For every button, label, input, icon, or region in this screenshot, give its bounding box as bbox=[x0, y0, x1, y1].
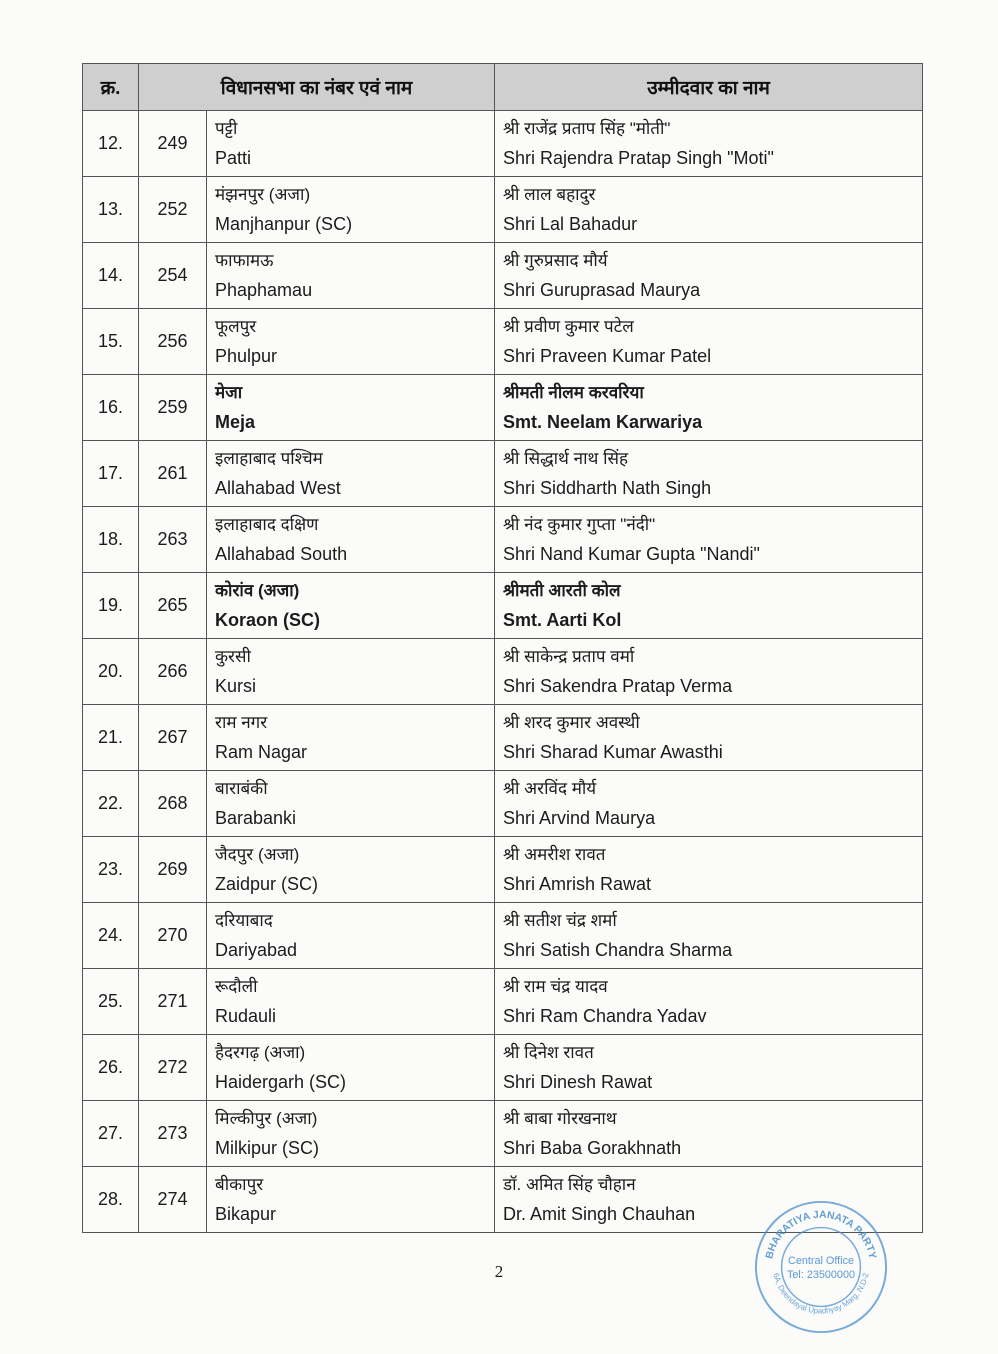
serial-cell: 12. bbox=[83, 111, 139, 177]
serial-cell: 17. bbox=[83, 441, 139, 507]
serial-cell: 19. bbox=[83, 573, 139, 639]
serial-cell: 26. bbox=[83, 1035, 139, 1101]
table-row bbox=[83, 1035, 923, 1101]
constituency-name bbox=[207, 1101, 495, 1167]
candidate-name-hindi: श्रीमती आरती कोल bbox=[503, 580, 621, 600]
constituency-name-english: Bikapur bbox=[215, 1203, 277, 1224]
constituency-name bbox=[207, 1167, 495, 1233]
constituency-name-hindi: जैदपुर (अजा) bbox=[215, 844, 300, 864]
constituency-name-hindi: मिल्कीपुर (अजा) bbox=[215, 1108, 318, 1128]
candidate-name bbox=[495, 771, 923, 837]
serial-cell: 21. bbox=[83, 705, 139, 771]
candidate-name-hindi: श्री प्रवीण कुमार पटेल bbox=[503, 316, 634, 336]
table-header-row bbox=[83, 64, 923, 111]
stamp-line1: Central Office bbox=[788, 1255, 854, 1268]
constituency-number: 268 bbox=[139, 771, 207, 837]
page-number: 2 bbox=[494, 1262, 504, 1281]
constituency-name bbox=[207, 705, 495, 771]
candidate-name bbox=[495, 111, 923, 177]
constituency-name-english: Kursi bbox=[215, 675, 257, 696]
constituency-name bbox=[207, 1035, 495, 1101]
table-row bbox=[83, 573, 923, 639]
candidate-name-english: Shri Siddharth Nath Singh bbox=[503, 477, 712, 498]
stamp-line2: Tel: 23500000 bbox=[786, 1268, 856, 1281]
constituency-name-english: Phulpur bbox=[215, 345, 278, 366]
stamp-outer-text: BHARATIYA JANATA PARTY bbox=[764, 1209, 878, 1260]
constituency-number: 263 bbox=[139, 507, 207, 573]
constituency-name bbox=[207, 573, 495, 639]
candidate-name-english: Shri Arvind Maurya bbox=[503, 807, 656, 828]
constituency-number: 259 bbox=[139, 375, 207, 441]
constituency-name bbox=[207, 441, 495, 507]
table-row bbox=[83, 771, 923, 837]
candidate-name-hindi: श्री सिद्धार्थ नाथ सिंह bbox=[503, 448, 628, 468]
constituency-name-hindi: मेजा bbox=[215, 382, 243, 402]
constituency-number: 256 bbox=[139, 309, 207, 375]
candidate-name-hindi: श्रीमती नीलम करवरिया bbox=[503, 382, 644, 402]
candidate-name bbox=[495, 1035, 923, 1101]
serial-cell: 20. bbox=[83, 639, 139, 705]
constituency-number: 270 bbox=[139, 903, 207, 969]
candidate-name-english: Shri Guruprasad Maurya bbox=[503, 279, 701, 300]
candidate-name bbox=[495, 309, 923, 375]
candidate-name-hindi: श्री दिनेश रावत bbox=[503, 1042, 594, 1062]
candidate-name-english: Shri Ram Chandra Yadav bbox=[503, 1005, 707, 1026]
serial-cell: 13. bbox=[83, 177, 139, 243]
candidate-name bbox=[495, 1101, 923, 1167]
constituency-name-hindi: कोरांव (अजा) bbox=[215, 580, 300, 600]
constituency-name-hindi: फूलपुर bbox=[215, 316, 257, 336]
constituency-name-english: Haidergarh (SC) bbox=[215, 1071, 347, 1092]
candidate-name-english: Smt. Neelam Karwariya bbox=[503, 411, 703, 432]
constituency-name-english: Barabanki bbox=[215, 807, 297, 828]
stamp-seal-icon bbox=[752, 1198, 890, 1336]
candidate-name-english: Shri Sharad Kumar Awasthi bbox=[503, 741, 723, 762]
constituency-name-english: Zaidpur (SC) bbox=[215, 873, 319, 894]
candidate-name-hindi: श्री राम चंद्र यादव bbox=[503, 976, 608, 996]
serial-cell: 18. bbox=[83, 507, 139, 573]
candidate-name bbox=[495, 837, 923, 903]
candidate-name bbox=[495, 507, 923, 573]
table-row bbox=[83, 705, 923, 771]
candidate-name bbox=[495, 573, 923, 639]
constituency-name bbox=[207, 903, 495, 969]
constituency-name bbox=[207, 375, 495, 441]
party-stamp bbox=[752, 1198, 890, 1336]
constituency-name bbox=[207, 837, 495, 903]
candidate-name-hindi: डॉ. अमित सिंह चौहान bbox=[503, 1174, 636, 1194]
constituency-name bbox=[207, 309, 495, 375]
constituency-name-hindi: बीकापुर bbox=[215, 1174, 264, 1194]
serial-cell: 16. bbox=[83, 375, 139, 441]
serial-cell: 27. bbox=[83, 1101, 139, 1167]
candidate-name-english: Shri Nand Kumar Gupta "Nandi" bbox=[503, 543, 760, 564]
table-row bbox=[83, 903, 923, 969]
serial-cell: 28. bbox=[83, 1167, 139, 1233]
constituency-number: 254 bbox=[139, 243, 207, 309]
table-row bbox=[83, 1101, 923, 1167]
constituency-name bbox=[207, 177, 495, 243]
constituency-name-hindi: इलाहाबाद दक्षिण bbox=[215, 514, 319, 534]
candidate-name-hindi: श्री सतीश चंद्र शर्मा bbox=[503, 910, 617, 930]
table-row bbox=[83, 639, 923, 705]
candidate-name bbox=[495, 177, 923, 243]
constituency-name-english: Allahabad West bbox=[215, 477, 341, 498]
candidate-name-english: Shri Amrish Rawat bbox=[503, 873, 652, 894]
constituency-name bbox=[207, 639, 495, 705]
candidate-name-english: Shri Sakendra Pratap Verma bbox=[503, 675, 733, 696]
constituency-name-hindi: इलाहाबाद पश्चिम bbox=[215, 448, 323, 468]
table-row bbox=[83, 111, 923, 177]
table-row bbox=[83, 837, 923, 903]
candidate-name-hindi: श्री गुरुप्रसाद मौर्य bbox=[503, 250, 608, 270]
constituency-name-english: Rudauli bbox=[215, 1005, 277, 1026]
candidate-name bbox=[495, 639, 923, 705]
candidate-name bbox=[495, 903, 923, 969]
serial-cell: 15. bbox=[83, 309, 139, 375]
constituency-name-english: Meja bbox=[215, 411, 256, 432]
constituency-number: 271 bbox=[139, 969, 207, 1035]
constituency-number: 252 bbox=[139, 177, 207, 243]
constituency-name-english: Allahabad South bbox=[215, 543, 348, 564]
candidate-table bbox=[82, 63, 923, 1233]
constituency-name bbox=[207, 969, 495, 1035]
table-row bbox=[83, 243, 923, 309]
constituency-name-hindi: राम नगर bbox=[215, 712, 268, 732]
candidate-name-english: Shri Satish Chandra Sharma bbox=[503, 939, 733, 960]
header-serial: क्र. bbox=[83, 64, 139, 111]
candidate-name-hindi: श्री अरविंद मौर्य bbox=[503, 778, 597, 798]
serial-cell: 14. bbox=[83, 243, 139, 309]
table-row bbox=[83, 507, 923, 573]
candidate-name bbox=[495, 375, 923, 441]
candidate-name-hindi: श्री अमरीश रावत bbox=[503, 844, 606, 864]
header-constituency: विधानसभा का नंबर एवं नाम bbox=[139, 64, 495, 111]
candidate-name-hindi: श्री राजेंद्र प्रताप सिंह "मोती" bbox=[503, 118, 671, 138]
serial-cell: 23. bbox=[83, 837, 139, 903]
candidate-name-hindi: श्री साकेन्द्र प्रताप वर्मा bbox=[503, 646, 635, 666]
constituency-number: 274 bbox=[139, 1167, 207, 1233]
constituency-number: 265 bbox=[139, 573, 207, 639]
constituency-name-hindi: बाराबंकी bbox=[215, 778, 268, 798]
candidate-name-english: Shri Dinesh Rawat bbox=[503, 1071, 653, 1092]
constituency-number: 267 bbox=[139, 705, 207, 771]
constituency-name-english: Ram Nagar bbox=[215, 741, 308, 762]
table-row bbox=[83, 375, 923, 441]
table-row bbox=[83, 969, 923, 1035]
constituency-name-hindi: पट्टी bbox=[215, 118, 238, 138]
constituency-number: 249 bbox=[139, 111, 207, 177]
constituency-name bbox=[207, 507, 495, 573]
serial-cell: 22. bbox=[83, 771, 139, 837]
candidate-name-english: Smt. Aarti Kol bbox=[503, 609, 622, 630]
constituency-name bbox=[207, 111, 495, 177]
constituency-name-hindi: कुरसी bbox=[215, 646, 251, 666]
constituency-name-hindi: दरियाबाद bbox=[215, 910, 273, 930]
constituency-name-english: Manjhanpur (SC) bbox=[215, 213, 353, 234]
candidate-name-hindi: श्री नंद कुमार गुप्ता "नंदी" bbox=[503, 514, 656, 534]
constituency-number: 273 bbox=[139, 1101, 207, 1167]
candidate-name bbox=[495, 705, 923, 771]
candidate-name-english: Dr. Amit Singh Chauhan bbox=[503, 1203, 696, 1224]
constituency-name-hindi: मंझनपुर (अजा) bbox=[215, 184, 311, 204]
constituency-name bbox=[207, 243, 495, 309]
candidate-name-english: Shri Praveen Kumar Patel bbox=[503, 345, 712, 366]
constituency-number: 261 bbox=[139, 441, 207, 507]
candidate-name-hindi: श्री बाबा गोरखनाथ bbox=[503, 1108, 617, 1128]
table-row bbox=[83, 177, 923, 243]
candidate-name bbox=[495, 969, 923, 1035]
candidate-name bbox=[495, 243, 923, 309]
candidate-name-english: Shri Lal Bahadur bbox=[503, 213, 638, 234]
constituency-name-hindi: हैदरगढ़ (अजा) bbox=[215, 1042, 306, 1062]
constituency-name-english: Dariyabad bbox=[215, 939, 298, 960]
table-row bbox=[83, 309, 923, 375]
candidate-name bbox=[495, 441, 923, 507]
constituency-name-english: Milkipur (SC) bbox=[215, 1137, 320, 1158]
candidate-name-hindi: श्री लाल बहादुर bbox=[503, 184, 596, 204]
serial-cell: 25. bbox=[83, 969, 139, 1035]
candidate-name-english: Shri Rajendra Pratap Singh "Moti" bbox=[503, 147, 774, 168]
candidate-name-english: Shri Baba Gorakhnath bbox=[503, 1137, 682, 1158]
constituency-name-hindi: फाफामऊ bbox=[215, 250, 274, 270]
table-body bbox=[83, 111, 923, 1233]
constituency-number: 269 bbox=[139, 837, 207, 903]
table-row bbox=[83, 441, 923, 507]
constituency-name bbox=[207, 771, 495, 837]
stamp-bottom-text: 6A, Deendayal Upadhyay Marg, N.D-2 bbox=[771, 1272, 871, 1316]
constituency-number: 272 bbox=[139, 1035, 207, 1101]
constituency-name-english: Koraon (SC) bbox=[215, 609, 320, 630]
constituency-number: 266 bbox=[139, 639, 207, 705]
constituency-name-english: Patti bbox=[215, 147, 252, 168]
constituency-name-english: Phaphamau bbox=[215, 279, 313, 300]
serial-cell: 24. bbox=[83, 903, 139, 969]
header-candidate: उम्मीदवार का नाम bbox=[495, 64, 923, 111]
candidate-name-hindi: श्री शरद कुमार अवस्थी bbox=[503, 712, 640, 732]
constituency-name-hindi: रूदौली bbox=[215, 976, 258, 996]
